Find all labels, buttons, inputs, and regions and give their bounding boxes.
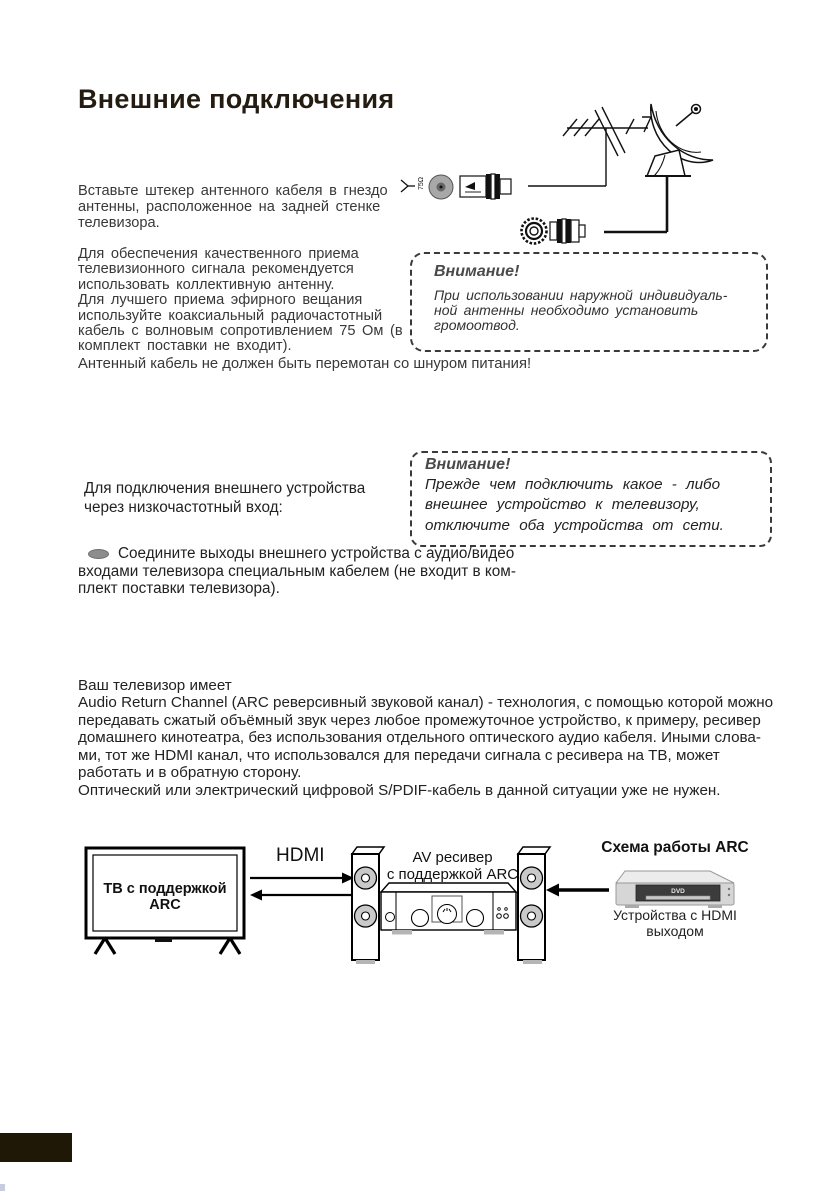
antenna-connection-figure [393,98,727,250]
receiver-label: AV ресивер с поддержкой ARC [386,849,519,883]
para-connect-step: Соедините выходы внешнего устройства с аудио/видео входами телевизора специальным кабелем (не входит в ком- плект поставки телевизора). [78,545,516,597]
dvd-player-icon [616,871,734,908]
corner-artifact [0,1184,5,1191]
satellite-dish-icon [645,104,713,176]
antenna-cable-line [528,128,606,186]
dvd-logo: DVD [671,888,685,895]
impedance-label: 75Ω [418,176,425,190]
rf-plug2-icon [550,219,585,243]
hdmi-label: HDMI [276,845,325,866]
hdmi-arrows [250,873,354,901]
rf-plug-icon [460,174,511,199]
warning-text: Прежде чем подключить какое - либо внешнее устройство к телевизору, отключите оба устройства от сети. [425,476,724,534]
tv-label: ТВ с поддержкой ARC [103,881,227,913]
warning-box-lowfreq [410,451,772,547]
para-antenna-insert: Вставьте штекер антенного кабеля в гнездо антенны, расположенное на задней стенке телевизора. [78,183,388,231]
warning-text: При использовании наружной индивидуаль- ной антенны необходимо установить громоотвод. [434,287,728,334]
footer-black-mark [0,1133,72,1162]
terrestrial-antenna-icon [563,107,651,156]
warning-box-antenna [410,252,768,352]
page-title: Внешние подключения [78,84,395,114]
para-arc-description: Ваш телевизор имеет Audio Return Channel (ARC реверсивный звуковой канал) - технология, с помощью которой можно передавать сжатый объёмный звук через любое промежуточное устройство, к примеру, ресивер домашнего кинотеатра, без использования отдельного оптического аудио кабеля. Иными слова- ми, тот же HDMI канал, что использовался для передачи сигнала с ресивера на ТВ, может работать и в обратную сторону. Оптический или электрический цифровой S/PDIF-кабель в данной ситуации уже не нужен. [78,677,774,799]
warning-title: Внимание! [434,263,520,280]
device-arrow [546,884,609,897]
diagram-heading: Схема работы ARC [601,839,749,856]
para-antenna-quality: Для обеспечения качественного приема телевизионного сигнала рекомендуется использовать коллективную антенну. Для лучшего приема эфирного вещания используйте коаксиальный радиочастотный кабель с волновым сопротивлением 75 Ом (в комплект поставки не входит). [78,246,403,355]
para-lowfreq-intro: Для подключения внешнего устройства через низкочастотный вход: [84,480,366,516]
av-receiver-icon [381,883,516,935]
dish-cable-line [604,176,667,232]
device-caption: Устройства с HDMI выходом [613,907,737,939]
note-antenna-cable: Антенный кабель не должен быть перемотан со шнуром питания! [78,356,532,372]
coax-connector-icon [522,219,547,244]
warning-title: Внимание! [425,456,511,473]
